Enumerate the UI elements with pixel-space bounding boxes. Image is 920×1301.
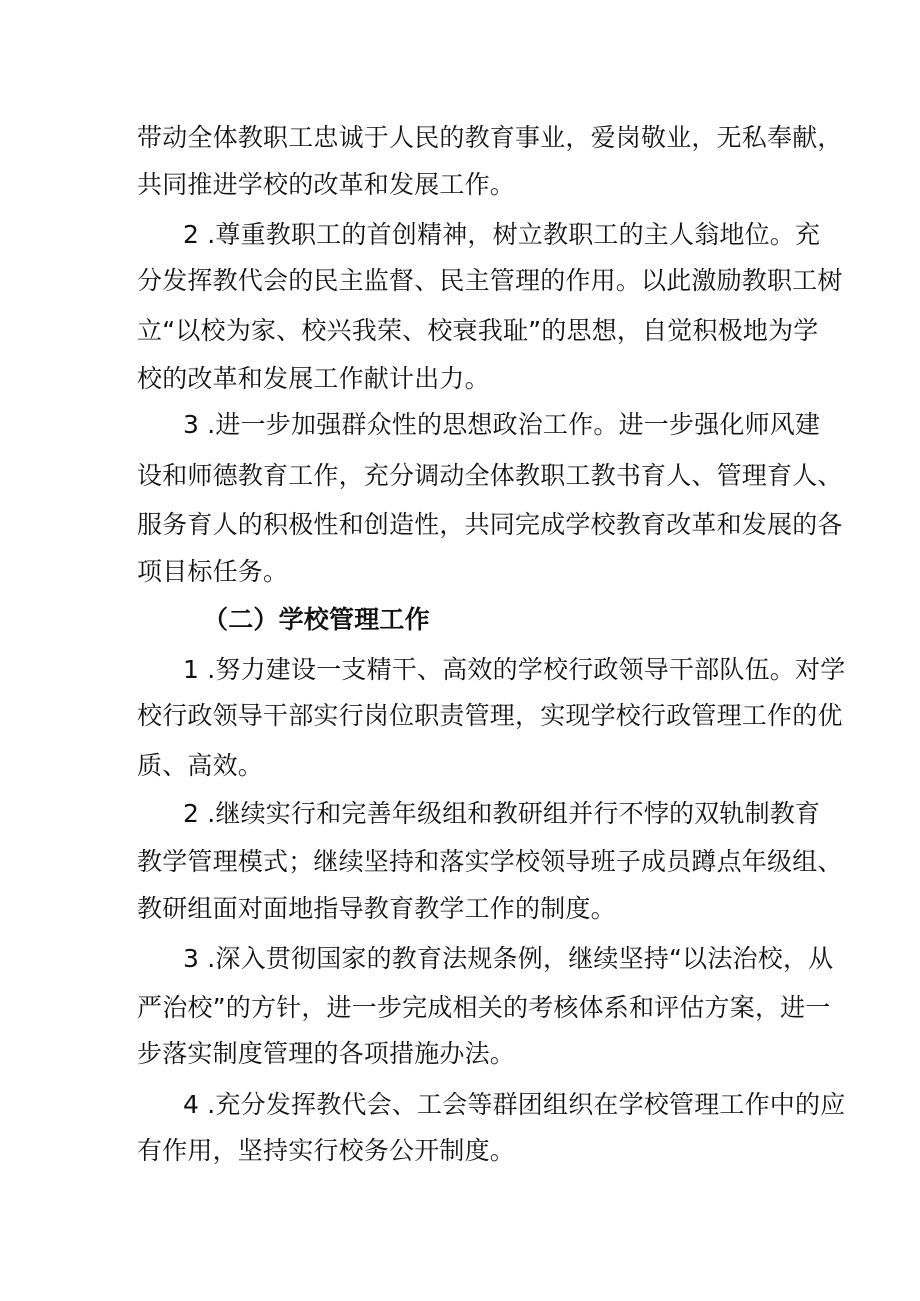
- paragraph-line: 3 .进一步加强群众性的思想政治工作。进一步强化师风建: [183, 410, 821, 439]
- paragraph-line: 4 .充分发挥教代会、工会等群团组织在学校管理工作中的应: [183, 1090, 846, 1119]
- paragraph-line: 1 .努力建设一支精干、高效的学校行政领导干部队伍。对学: [183, 655, 846, 684]
- section-heading: （二）学校管理工作: [203, 605, 430, 634]
- paragraph-line: 带动全体教职工忠诚于人民的教育事业，爱岗敬业，无私奉献，: [137, 123, 843, 152]
- paragraph-line: 共同推进学校的改革和发展工作。: [137, 170, 516, 199]
- paragraph-line: 服务育人的积极性和创造性，共同完成学校教育改革和发展的各: [137, 510, 843, 539]
- paragraph-line: 严治校”的方针，进一步完成相关的考核体系和评估方案，进一: [137, 993, 831, 1022]
- paragraph-line: 教研组面对面地指导教育教学工作的制度。: [137, 894, 616, 923]
- paragraph-line: 分发挥教代会的民主监督、民主管理的作用。以此激励教职工树: [137, 266, 843, 295]
- paragraph-line: 项目标任务。: [137, 557, 289, 586]
- paragraph-line: 立“以校为家、校兴我荣、校衰我耻”的思想，自觉积极地为学: [137, 316, 819, 345]
- paragraph-line: 校行政领导干部实行岗位职责管理，实现学校行政管理工作的优: [137, 701, 843, 730]
- paragraph-line: 步落实制度管理的各项措施办法。: [137, 1039, 516, 1068]
- paragraph-line: 有作用，坚持实行校务公开制度。: [137, 1136, 516, 1165]
- paragraph-line: 教学管理模式；继续坚持和落实学校领导班子成员蹲点年级组、: [137, 847, 843, 876]
- paragraph-line: 3 .深入贯彻国家的教育法规条例，继续坚持“以法治校，从: [183, 944, 834, 973]
- paragraph-line: 设和师德教育工作，充分调动全体教职工教书育人、管理育人、: [137, 461, 843, 490]
- paragraph-line: 2 .继续实行和完善年级组和教研组并行不悖的双轨制教育: [183, 799, 821, 828]
- paragraph-line: 校的改革和发展工作献计出力。: [137, 364, 490, 393]
- paragraph-line: 质、高效。: [137, 751, 264, 780]
- paragraph-line: 2 .尊重教职工的首创精神，树立教职工的主人翁地位。充: [183, 220, 821, 249]
